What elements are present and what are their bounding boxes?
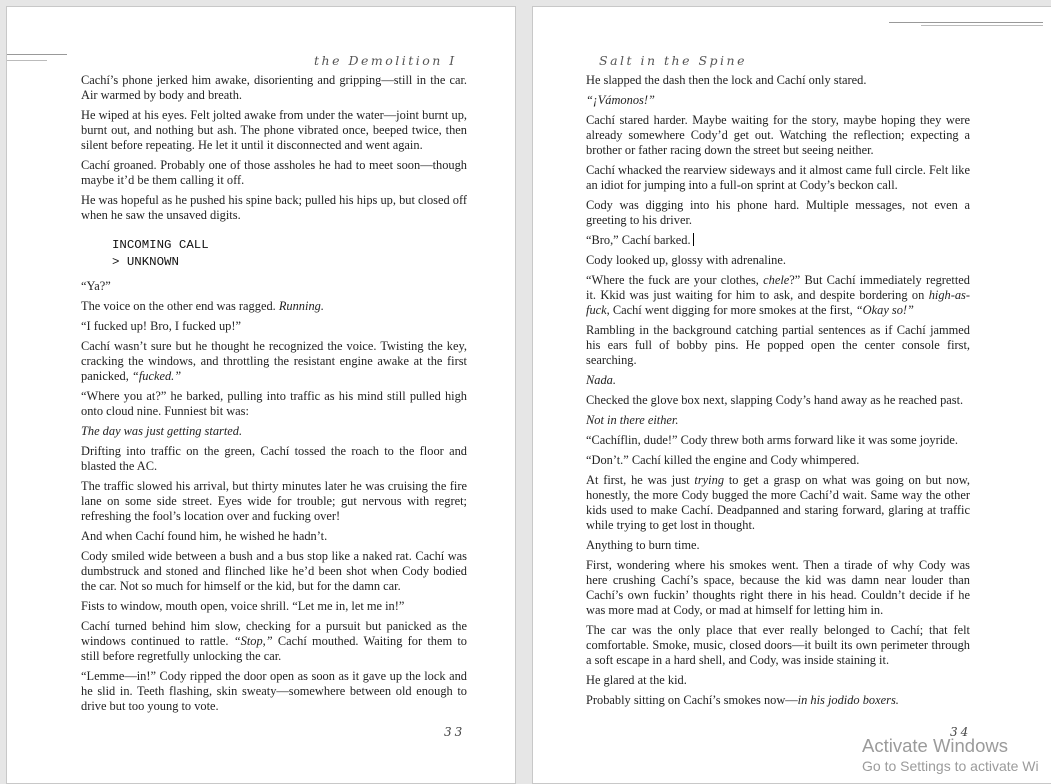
- paragraph: “Lemme—in!” Cody ripped the door open as soon as it gave up the lock and he slid in. Teeth flashing, skin sweaty—somewhere between old enough to drive but too young to vote.: [81, 669, 467, 713]
- paragraph: “I fucked up! Bro, I fucked up!”: [81, 319, 241, 333]
- paragraph: [81, 299, 467, 314]
- text-run: “Where the fuck are your clothes,: [586, 273, 764, 287]
- text-run: The voice on the other end was ragged.: [81, 299, 279, 313]
- page-number: 33: [444, 725, 466, 739]
- paragraph: Checked the glove box next, slapping Cody’s hand away as he reached past.: [586, 393, 964, 407]
- paragraph: “Cachíflin, dude!” Cody threw both arms forward like it was some joyride.: [586, 433, 958, 447]
- emphasis: “¡Vámonos!”: [586, 93, 655, 107]
- ornament-line: [7, 60, 47, 61]
- paragraph: [586, 693, 970, 708]
- paragraph: [586, 233, 970, 248]
- paragraph: [81, 619, 467, 664]
- paragraph: The traffic slowed his arrival, but thirty minutes later he was cruising the fire lane on some side street. Eyes wide for trouble; gut nervous with regret; refreshing the fool’s location over and fucking over!: [81, 479, 467, 523]
- text-run: Probably sitting on Cachí’s smokes now—: [586, 693, 798, 707]
- emphasis: Nada.: [586, 373, 616, 387]
- emphasis: chele: [763, 273, 790, 287]
- paragraph: [81, 424, 467, 439]
- emphasis: high-as-fuck: [586, 288, 970, 317]
- emphasis: “Stop,”: [233, 634, 273, 648]
- body-text: [81, 73, 467, 719]
- emphasis: in his jodido boxers.: [797, 693, 899, 707]
- page-number: 34: [950, 725, 972, 739]
- paragraph: [586, 413, 970, 428]
- paragraph: Drifting into traffic on the green, Cachí tossed the roach to the floor and blasted the AC.: [81, 444, 467, 473]
- text-run: Cachí wasn’t sure but he thought he recognized the voice. Twisting the key, cracking the windows, and throttling the resistant engine awake at the first panicked,: [81, 339, 467, 383]
- paragraph: Cody smiled wide between a bush and a bus stop like a naked rat. Cachí was dumbstruck and stoned and flinched like he’d been shot when Cody bodied the car. Not so much for himself or the kid, but for the damn car.: [81, 549, 467, 593]
- paragraph: The car was the only place that ever really belonged to Cachí; that felt comfortable. Smoke, music, closed doors—it built its own perimeter through a soft escape in a hard shell, and Cody, was inside staining it.: [586, 623, 970, 667]
- emphasis: The day was just getting started.: [81, 424, 243, 438]
- paragraph: [586, 473, 970, 533]
- paragraph: First, wondering where his smokes went. Then a tirade of why Cody was here crushing Cachí’s space, because the kid was damn near louder than Cachí’s own fuckin’ thoughts right there in his head. Couldn’t decide if he was more mad at Cody, or mad at himself for letting him in.: [586, 558, 970, 617]
- emphasis: “fucked.”: [131, 369, 182, 383]
- ornament-line: [921, 25, 1043, 26]
- paragraph: [586, 373, 970, 388]
- emphasis: “Okay so!”: [855, 303, 914, 317]
- text-cursor: [693, 233, 694, 246]
- right-page: [532, 6, 1051, 784]
- text-run: to get a grasp on what was going on but now, honestly, the more Cody bugged the more Cachí’d wait. Same way the other kids used to make Cachí. Deadpanned and staring forward, glaring at traffic while trying to get lost in thought.: [586, 473, 970, 532]
- watermark-subtitle: Go to Settings to activate Wi: [862, 758, 1039, 774]
- paragraph: “Don’t.” Cachí killed the engine and Cody whimpered.: [586, 453, 860, 467]
- paragraph: Cody looked up, glossy with adrenaline.: [586, 253, 786, 267]
- paragraph: [586, 273, 970, 318]
- ornament-line: [7, 54, 67, 55]
- emphasis: Running.: [278, 299, 324, 313]
- text-run: ?” But Cachí immediately regretted it. Kkid was just waiting for him to ask, and despite bordering on: [586, 273, 970, 302]
- paragraph: [586, 93, 970, 108]
- paragraph: Rambling in the background catching partial sentences as if Cachí jammed his ears full of bobby pins. He popped open the center console first, searching.: [586, 323, 970, 367]
- paragraph: He slapped the dash then the lock and Cachí only stared.: [586, 73, 867, 87]
- left-page: [6, 6, 516, 784]
- running-head: the Demolition I: [314, 53, 457, 68]
- paragraph: He glared at the kid.: [586, 673, 687, 687]
- screen-line: > UNKNOWN: [112, 255, 179, 269]
- watermark-title: Activate Windows: [862, 735, 1008, 756]
- paragraph: Cachí stared harder. Maybe waiting for the story, maybe hoping they were already somewhere Cody’d get out. Watching the reflection; expecting a brother or father racing down the street but seeing neither.: [586, 113, 970, 157]
- paragraph: “Where you at?” he barked, pulling into traffic as his mind still pulled high onto cloud nine. Funniest bit was:: [81, 389, 467, 418]
- phone-screen-text: [112, 237, 467, 271]
- emphasis: Not in there either.: [586, 413, 679, 427]
- screen-line: INCOMING CALL: [112, 238, 209, 252]
- text-run: Cachí mouthed. Waiting for them to still before regretfully unlocking the car.: [81, 634, 467, 663]
- paragraph: And when Cachí found him, he wished he hadn’t.: [81, 529, 328, 543]
- ornament-line: [889, 22, 1043, 23]
- paragraph: Cody was digging into his phone hard. Multiple messages, not even a greeting to his driver.: [586, 198, 970, 227]
- text-run: “Bro,” Cachí barked.: [586, 233, 691, 247]
- paragraph: Cachí groaned. Probably one of those assholes he had to meet soon—though maybe it’d be them calling it off.: [81, 158, 467, 187]
- running-head: Salt in the Spine: [599, 53, 747, 68]
- paragraph: [81, 339, 467, 384]
- paragraph: Anything to burn time.: [586, 538, 700, 552]
- activation-watermark: [862, 735, 1039, 775]
- paragraph: Fists to window, mouth open, voice shrill. “Let me in, let me in!”: [81, 599, 405, 613]
- body-text: [586, 73, 970, 713]
- text-run: , Cachí went digging for more smokes at the first,: [606, 303, 856, 317]
- paragraph: Cachí whacked the rearview sideways and it almost came full circle. Felt like an idiot for jumping into a full-on sprint at Cody’s beckon call.: [586, 163, 970, 192]
- paragraph: He was hopeful as he pushed his spine back; pulled his hips up, but closed off when he saw the unsaved digits.: [81, 193, 467, 222]
- paragraph: “Ya?”: [81, 279, 111, 293]
- paragraph: Cachí’s phone jerked him awake, disorienting and gripping—still in the car. Air warmed by body and breath.: [81, 73, 467, 102]
- text-run: At first, he was just: [586, 473, 695, 487]
- emphasis: trying: [694, 473, 725, 487]
- paragraph: He wiped at his eyes. Felt jolted awake from under the water—joint burnt up, burnt out, and nothing but ash. The phone vibrated once, beeped twice, then silent before repeating. He let it until it disconnected and went again.: [81, 108, 467, 152]
- text-run: Cachí turned behind him slow, checking for a pursuit but panicked as the windows continued to rattle.: [81, 619, 467, 648]
